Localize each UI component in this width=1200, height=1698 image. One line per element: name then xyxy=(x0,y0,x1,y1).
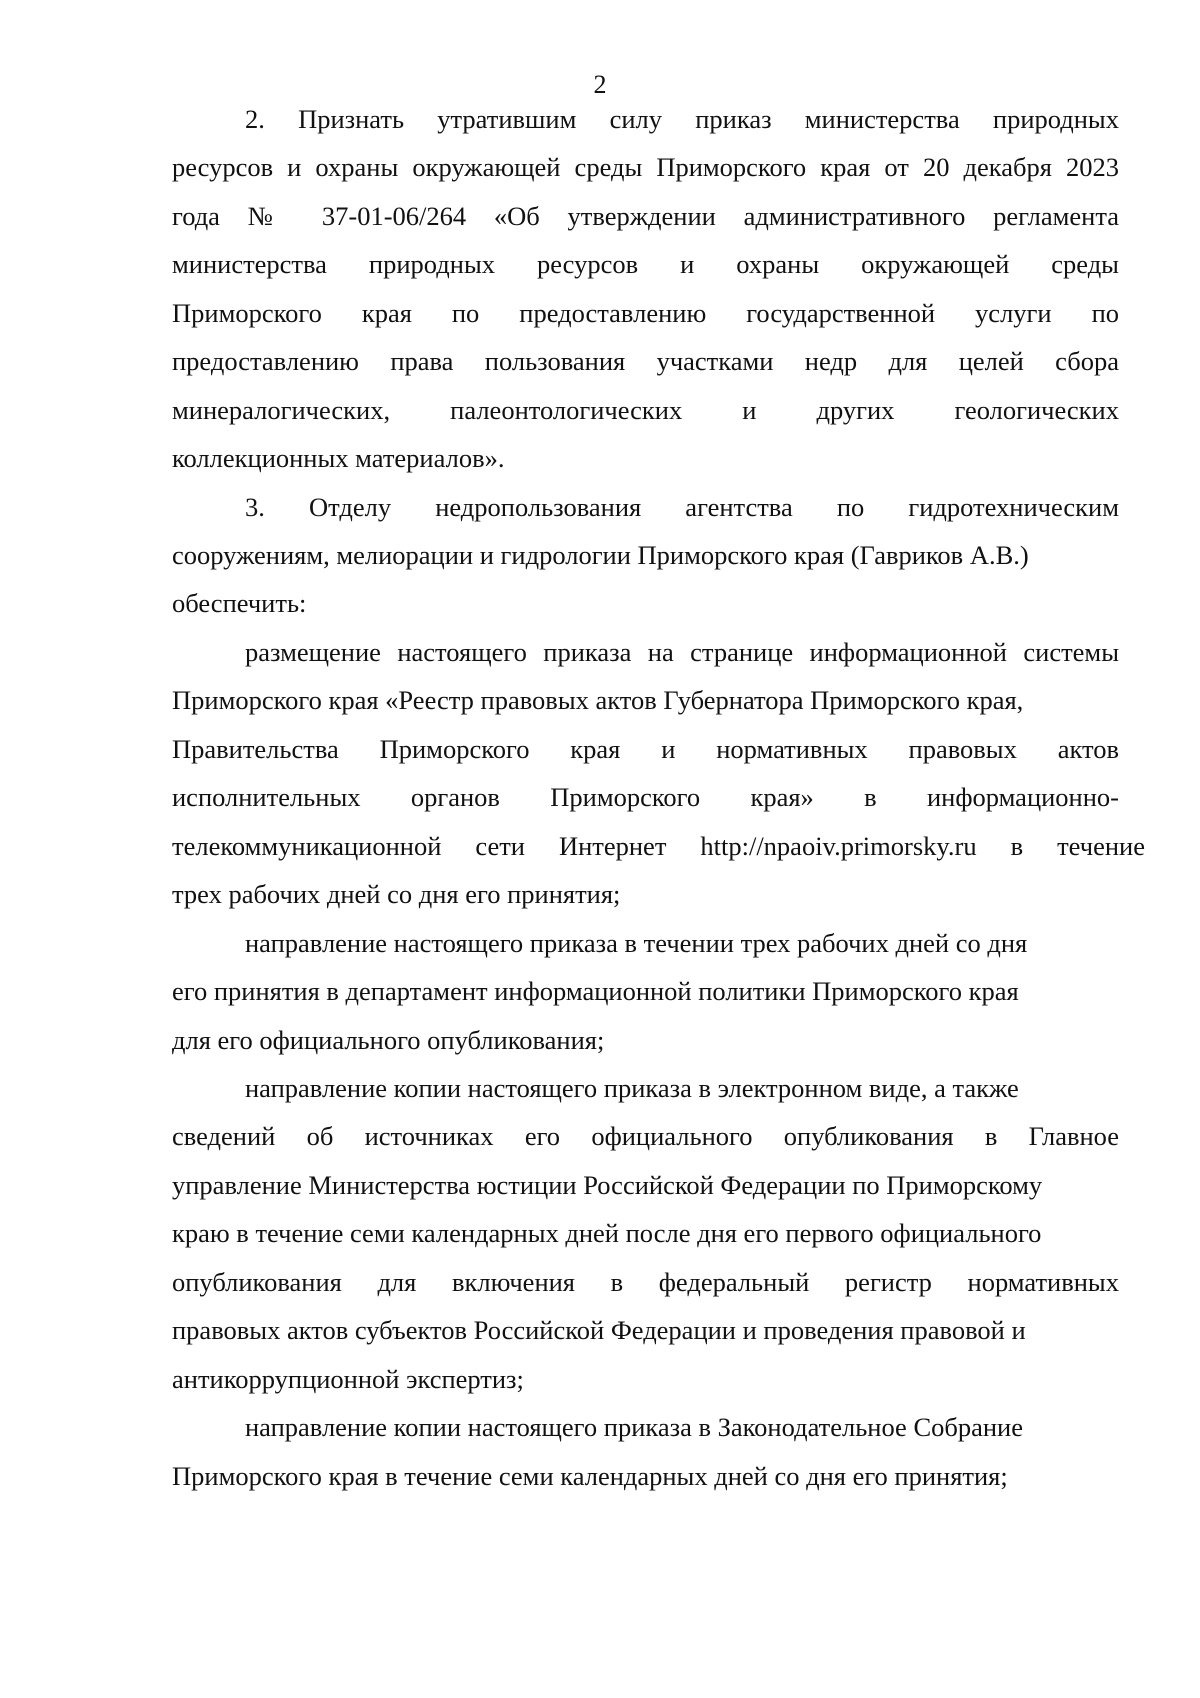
text-line: направление настоящего приказа в течении трех рабочих дней со дня xyxy=(245,928,1028,958)
text-line: ресурсов и охраны окружающей среды Приморского края от 20 декабря 2023 xyxy=(172,152,1119,182)
text-line: Приморского края в течение семи календарных дней со дня его принятия; xyxy=(172,1461,1008,1491)
text-line: предоставлению права пользования участками недр для целей сбора xyxy=(172,346,1119,376)
text-line: сооружениям, мелиорации и гидрологии Приморского края (Гавриков А.В.) xyxy=(172,540,1029,570)
text-line: Приморского края по предоставлению государственной услуги по xyxy=(172,298,1119,328)
text-line: минералогических, палеонтологических и других геологических xyxy=(172,395,1119,425)
text-line: сведений об источниках его официального опубликования в Главное xyxy=(172,1121,1119,1151)
text-line: 3. Отделу недропользования агентства по гидротехническим xyxy=(245,492,1119,522)
text-line: антикоррупционной экспертиз; xyxy=(172,1364,524,1394)
text-line: обеспечить: xyxy=(172,588,307,618)
text-line: министерства природных ресурсов и охраны окружающей среды xyxy=(172,249,1119,279)
text-line: направление копии настоящего приказа в Законодательное Собрание xyxy=(245,1412,1023,1442)
text-line: Правительства Приморского края и нормативных правовых актов xyxy=(172,734,1119,764)
text-line: для его официального опубликования; xyxy=(172,1025,605,1055)
text-line: направление копии настоящего приказа в электронном виде, а также xyxy=(245,1073,1019,1103)
text-line: его принятия в департамент информационной политики Приморского края xyxy=(172,976,1019,1006)
text-line: коллекционных материалов». xyxy=(172,443,505,473)
text-line: трех рабочих дней со дня его принятия; xyxy=(172,879,621,909)
text-line: 2. Признать утратившим силу приказ министерства природных xyxy=(245,104,1119,134)
text-line: управление Министерства юстиции Российской Федерации по Приморскому xyxy=(172,1170,1043,1200)
page-number: 2 xyxy=(593,70,607,99)
text-line: года № 37-01-06/264 «Об утверждении административного регламента xyxy=(172,201,1119,231)
text-line: исполнительных органов Приморского края» в информационно- xyxy=(172,782,1119,812)
text-line: Приморского края «Реестр правовых актов Губернатора Приморского края, xyxy=(172,685,1024,715)
text-line: правовых актов субъектов Российской Федерации и проведения правовой и xyxy=(172,1315,1026,1345)
text-line: опубликования для включения в федеральный регистр нормативных xyxy=(172,1267,1119,1297)
text-line: размещение настоящего приказа на странице информационной системы xyxy=(245,637,1119,667)
text-line: телекоммуникационной сети Интернет http://npaoiv.primorsky.ru в течение xyxy=(172,831,1145,861)
text-line: краю в течение семи календарных дней после дня его первого официального xyxy=(172,1218,1042,1248)
